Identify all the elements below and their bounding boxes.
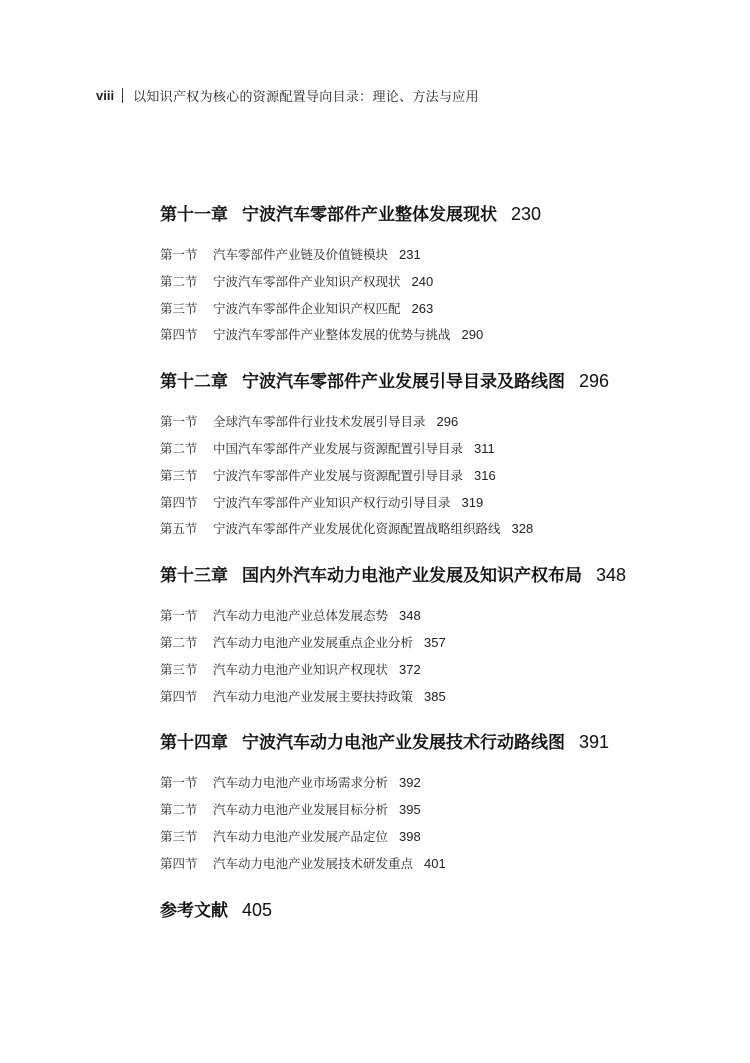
chapter-number: 第十四章: [160, 733, 228, 754]
section-page: 401: [424, 855, 446, 871]
chapter-title: 宁波汽车零部件产业发展引导目录及路线图: [242, 372, 565, 393]
section-number: 第三节: [160, 828, 198, 844]
section-page: 392: [399, 775, 421, 791]
references-entry[interactable]: [160, 896, 640, 924]
references-page: 405: [242, 899, 273, 920]
section-title: 汽车动力电池产业知识产权现状: [213, 661, 389, 677]
section-title: 汽车零部件产业链及价值链模块: [213, 247, 389, 262]
section-page: 395: [399, 802, 421, 818]
section-entry[interactable]: [160, 436, 640, 463]
section-number: 第一节: [160, 414, 198, 430]
section-entry[interactable]: [160, 322, 640, 349]
section-list: [160, 603, 640, 710]
section-entry[interactable]: [160, 824, 640, 851]
section-page: 231: [399, 247, 421, 262]
section-number: 第四节: [160, 855, 198, 871]
section-title: 汽车动力电池产业总体发展态势: [213, 608, 389, 624]
section-page: 290: [461, 327, 484, 343]
section-list: [160, 242, 640, 349]
section-title: 宁波汽车零部件产业知识产权行动引导目录: [213, 494, 451, 510]
header-divider: [122, 88, 123, 103]
chapter-page: 296: [579, 371, 610, 392]
section-number: 第二节: [160, 440, 198, 456]
chapter-number: 第十三章: [160, 566, 228, 587]
section-title: 宁波汽车零部件产业发展优化资源配置战略组织路线: [213, 521, 501, 537]
table-of-contents: [160, 200, 640, 924]
chapter-page: 348: [596, 565, 627, 586]
section-title: 宁波汽车零部件产业发展与资源配置引导目录: [213, 467, 464, 483]
section-title: 中国汽车零部件产业发展与资源配置引导目录: [213, 440, 464, 456]
chapter-block: [160, 200, 640, 349]
chapter-title: 国内外汽车动力电池产业发展及知识产权布局: [242, 566, 582, 587]
references-title: 参考文献: [160, 900, 228, 921]
section-title: 汽车动力电池产业发展重点企业分析: [213, 634, 414, 650]
section-page: 398: [399, 828, 421, 844]
section-page: 311: [474, 440, 495, 456]
section-entry[interactable]: [160, 630, 640, 657]
section-title: 汽车动力电池产业发展技术研发重点: [213, 855, 414, 871]
chapter-page: 391: [579, 732, 610, 753]
section-entry[interactable]: [160, 770, 640, 797]
chapter-title: 宁波汽车零部件产业整体发展现状: [242, 205, 497, 225]
book-title: 以知识产权为核心的资源配置导向目录：理论、方法与应用: [133, 90, 479, 105]
section-title: 汽车动力电池产业发展主要扶持政策: [213, 688, 414, 704]
section-entry[interactable]: [160, 797, 640, 824]
chapter-page: 230: [511, 204, 542, 224]
section-number: 第五节: [160, 521, 198, 537]
section-page: 240: [411, 273, 434, 289]
section-number: 第三节: [160, 467, 198, 483]
section-page: 348: [399, 608, 421, 624]
section-number: 第三节: [160, 661, 198, 677]
running-header: [96, 86, 479, 105]
section-page: 316: [474, 467, 496, 483]
section-page: 319: [461, 494, 484, 510]
section-page: 357: [424, 634, 446, 650]
section-entry[interactable]: [160, 657, 640, 684]
section-title: 宁波汽车零部件产业整体发展的优势与挑战: [213, 327, 451, 343]
section-number: 第一节: [160, 608, 198, 624]
section-number: 第四节: [160, 688, 198, 704]
section-entry[interactable]: [160, 242, 640, 269]
section-entry[interactable]: [160, 684, 640, 711]
chapter-heading[interactable]: [160, 367, 640, 395]
section-list: [160, 409, 640, 543]
section-list: [160, 770, 640, 877]
chapter-heading[interactable]: [160, 200, 640, 228]
section-title: 汽车动力电池产业市场需求分析: [213, 775, 389, 791]
chapter-block: [160, 367, 640, 543]
section-number: 第二节: [160, 634, 198, 650]
section-page: 385: [424, 688, 446, 704]
chapter-heading[interactable]: [160, 728, 640, 756]
section-number: 第一节: [160, 775, 198, 791]
section-entry[interactable]: [160, 409, 640, 436]
section-number: 第四节: [160, 494, 198, 510]
page-number: viii: [96, 88, 115, 103]
section-number: 第三节: [160, 300, 198, 316]
section-title: 汽车动力电池产业发展目标分析: [213, 802, 389, 818]
section-page: 372: [399, 661, 421, 677]
section-entry[interactable]: [160, 603, 640, 630]
chapter-block: [160, 561, 640, 710]
chapter-block: [160, 728, 640, 877]
section-title: 宁波汽车零部件产业知识产权现状: [213, 273, 401, 289]
section-entry[interactable]: [160, 269, 640, 296]
section-page: 328: [511, 521, 534, 537]
section-entry[interactable]: [160, 463, 640, 490]
section-title: 全球汽车零部件行业技术发展引导目录: [213, 414, 426, 430]
chapter-heading[interactable]: [160, 561, 640, 589]
section-number: 第二节: [160, 802, 198, 818]
section-number: 第四节: [160, 327, 198, 343]
section-entry[interactable]: [160, 851, 640, 878]
chapter-number: 第十一章: [160, 205, 228, 225]
section-number: 第二节: [160, 273, 198, 289]
section-number: 第一节: [160, 247, 198, 262]
section-title: 汽车动力电池产业发展产品定位: [213, 828, 389, 844]
chapter-number: 第十二章: [160, 372, 228, 393]
section-entry[interactable]: [160, 490, 640, 517]
chapter-title: 宁波汽车动力电池产业发展技术行动路线图: [242, 733, 565, 754]
section-page: 296: [436, 414, 459, 430]
section-entry[interactable]: [160, 516, 640, 543]
section-entry[interactable]: [160, 296, 640, 323]
section-page: 263: [411, 300, 434, 316]
section-title: 宁波汽车零部件企业知识产权匹配: [213, 300, 401, 316]
